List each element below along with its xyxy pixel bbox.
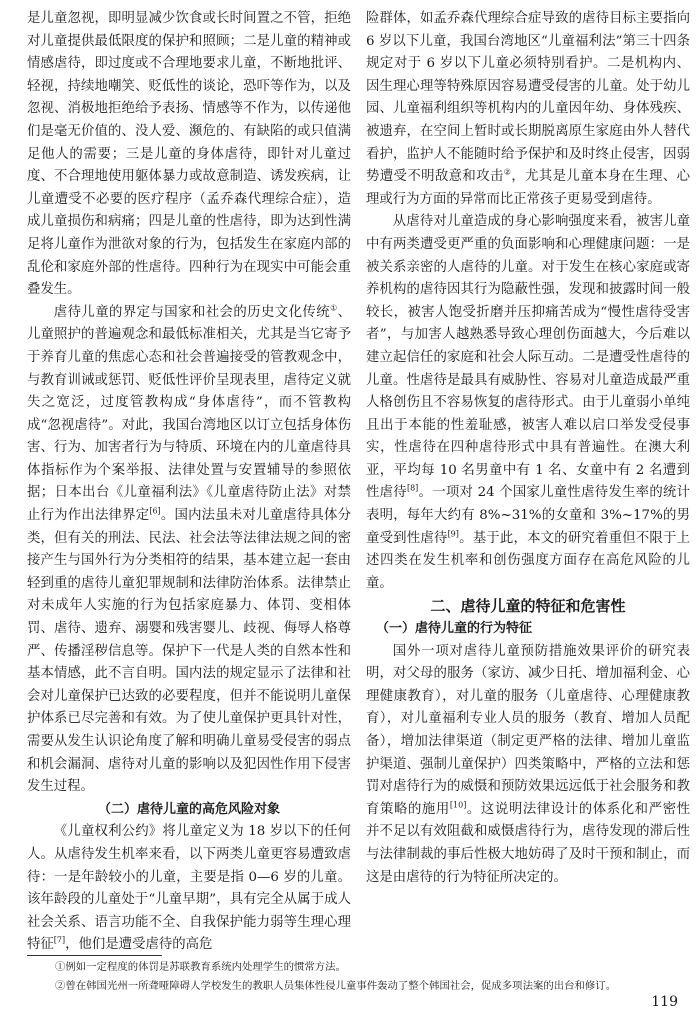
right-column [366,8,690,889]
paragraph: 从虐待对儿童造成的身心影响强度来看，被害儿童中有两类遭受更严重的负面影响和心理健康问题：一是被关系亲密的人虐待的儿童。对于发生在核心家庭或寄养机构的虐待因其行为隐蔽性强，发现和披露时间一般较长，被害人饱受折磨并压抑痛苦成为“慢性虐待受害者”，与加害人越熟悉导致心理创伤面越大，今后难以建立起信任的家庭和社会人际互动。二是遭受性虐待的儿童。性虐待是最具有威胁性、容易对儿童造成最严重人格创伤且不容易恢复的虐待形式。由于儿童弱小单纯且出于本能的性羞耻感，被害人难以启口举发受侵事实，性虐待在四种虐待形式中具有普遍性。在澳大利亚，平均每 10 名男童中有 1 名、女童中有 2 名遭到性虐待[8]。一项对 24 个国家儿童性虐待发生率的统计表明，每年大约有 8%~31%的女童和 3%~17%的男童受到性虐待[9]。基于此，本文的研究着重但不限于上述四类在发生机率和创伤强度方面存在高危风险的儿童。 [366,214,691,591]
paragraph: 险群体，如孟乔森代理综合症导致的虐待目标主要指向 6 岁以下儿童，我国台湾地区“儿童福利法”第三十四条规定对于 6 岁以下儿童必须特别看护。二是机构内、因生理心理等特殊原因容易遭受侵害的儿童。处于幼儿园、儿童福利组织等机构内的儿童因年幼、身体残疾、被遗弃，在空间上暂时或长期脱离原生家庭由外人替代看护，监护人不能随时给予保护和及时终止侵害，因弱势遭受不明敌意和攻击②，尤其是儿童本身在生理、心理或行为方面的异常而比正常孩子更易受到虐待。 [366,11,691,207]
page-number: 119 [651,994,678,1010]
footnotes [27,958,677,996]
citation-ref: [6] [149,506,161,516]
citation-ref: [8] [406,484,419,493]
citation-ref: [10] [449,800,467,810]
footnote: ②曾在韩国光州一所聋哑障碍人学校发生的教职人员集体性侵儿童事件轰动了整个韩国社会，促成多项法案的出台和修订。 [55,980,617,992]
paragraph: 虐待儿童的界定与国家和社会的历史文化传统①、儿童照护的普遍观念和最低标准相关，尤其是当它寄予于养育儿童的焦虑心态和社会普遍接受的管教观念中，与教育训诫或惩罚、贬低性评价呈现表里，虐待定义就失之宽泛，过度管教构成“身体虐待”，而不管教构成“忽视虐待”。对此，我国台湾地区以订立包括身体伤害、行为、加害者行为与特质、环境在内的儿童虐待具体指标作为个案举报、法律处置与安置辅导的参照依据；日本出台《儿童福利法》《儿童虐待防止法》对禁止行为作出法律界定[6]。国内法虽未对儿童虐待具体分类，但有关的刑法、民法、社会法等法律法规之间的密接产生与国外行为分类相符的结果，基本建立起一套由轻到重的虐待儿童犯罪规制和法律防治体系。法律禁止对未成年人实施的行为包括家庭暴力、体罚、变相体罚、虐待、遗弃、溺婴和残害婴儿、歧视、侮辱人格尊严、传播淫秽信息等。保护下一代是人类的自然本性和基本情感，此不言自明。国内法的规定显示了法律和社会对儿童保护已达致的必要程度，但并不能说明儿童保护体系已尽完善和有效。为了使儿童保护更具针对性，需要从发生认识论角度了解和明确儿童易受侵害的弱点和机会漏洞、虐待对儿童的影响以及犯因性作用下侵害发生过程。 [27,303,351,795]
subsection-heading: （二）虐待儿童的高危风险对象 [97,801,280,817]
footnote: ①例如一定程度的体罚是苏联教育系统内处理学生的惯常方法。 [55,961,346,973]
citation-ref: [7] [53,935,66,945]
footnote-ref: ② [503,167,512,177]
footnote-divider [27,955,162,956]
left-column [27,8,351,957]
paragraph: 国外一项对虐待儿童预防措施效果评价的研究表明，对父母的服务（家访、减少日托、增加福利金、心理健康教育），对儿童的服务（儿童虐待、心理健康教育），对儿童福利专业人员的服务（教育、增加人员配备），增加法律渠道（制定更严格的法律、增加儿童监护渠道、强制儿童保护）四类策略中，严格的立法和惩罚对虐待行为的威慑和预防效果远远低于社会服务和教育策略的施用[10]。这说明法律设计的体系化和严密性并不足以有效阻截和威慑虐待行为，虐待发现的滞后性与法律制裁的事后性极大地妨碍了及时干预和制止，而这是由虐待的行为特征所决定的。 [366,643,691,885]
subsection-heading: （一）虐待儿童的行为特征 [376,621,533,637]
paragraph: 《儿童权利公约》将儿童定义为 18 岁以下的任何人。从虐待发生机率来看，以下两类儿童更容易遭致虐待：一是年龄较小的儿童，主要是指 0—6 岁的儿童。该年龄段的儿童处于“儿童早期”，具有完全从属于成人社会关系、语言功能不全、自我保护能力弱等生理心理特征[7]，他们是遭受虐待的高危 [27,824,351,953]
section-heading: 二、虐待儿童的特征和危害性 [430,597,626,616]
paragraph: 是儿童忽视，即明显减少饮食或长时间置之不管，拒绝对儿童提供最低限度的保护和照顾；二是儿童的精神或情感虐待，即过度或不合理地要求儿童，不断地批评、轻视，持续地嘲笑、贬低性的谈论，恐吓等作为，以及忽视、消极地拒绝给予表扬、情感等不作为，以传递他们是毫无价值的、没人爱、濒危的、有缺陷的或只值满足他人的需要；三是儿童的身体虐待，即针对儿童过度、不合理地使用躯体暴力或故意制造、诱发疾病，让儿童遭受不必要的医疗程序（孟乔森代理综合症），造成儿童损伤和病痛；四是儿童的性虐待，即为达到性满足将儿童作为泄欲对象的行为，包括发生在家庭内部的乱伦和家庭外部的性虐待。四种行为在现实中可能会重叠发生。 [27,11,351,298]
footnote-ref: ① [330,303,338,313]
citation-ref: [9] [447,529,459,539]
